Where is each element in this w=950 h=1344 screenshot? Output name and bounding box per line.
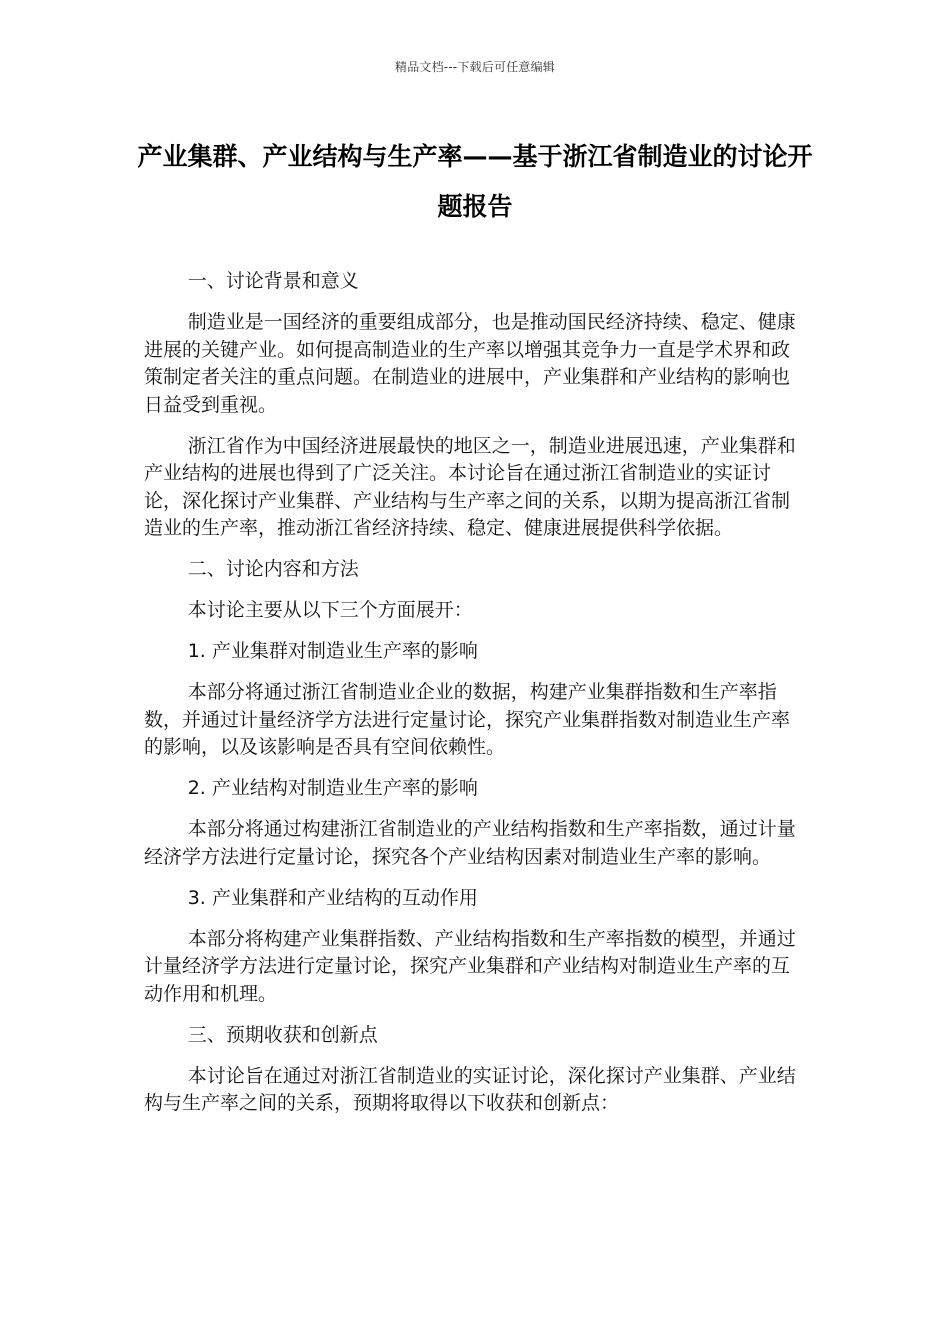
body-paragraph: 本部分将通过浙江省制造业企业的数据，构建产业集群指数和生产率指数，并通过计量经济学方法进行定量讨论，探究产业集群指数对制造业生产率的影响，以及该影响是否具有空间依赖性。 [144,681,791,758]
body-paragraph: 制造业是一国经济的重要组成部分，也是推动国民经济持续、稳定、健康进展的关键产业。如何提高制造业的生产率以增强其竞争力一直是学术界和政策制定者关注的重点问题。在制造业的进展中，产业集群和产业结构的影响也日益受到重视。 [144,311,796,416]
section-heading-background: 一、讨论背景和意义 [187,270,359,292]
body-paragraph: 本部分将构建产业集群指数、产业结构指数和生产率指数的模型，并通过计量经济学方法进行定量讨论，探究产业集群和产业结构对制造业生产率的互动作用和机理。 [144,927,796,1005]
section-heading-content-methods: 二、讨论内容和方法 [187,558,359,580]
section-heading-outcomes: 三、预期收获和创新点 [187,1023,378,1046]
subsection-heading-1: 1. 产业集群对制造业生产率的影响 [187,640,478,662]
subsection-heading-2: 2. 产业结构对制造业生产率的影响 [187,777,478,799]
body-paragraph: 本部分将通过构建浙江省制造业的产业结构指数和生产率指数，通过计量经济学方法进行定量讨论，探究各个产业结构因素对制造业生产率的影响。 [144,818,796,868]
header-note: 精品文档---下载后可任意编辑 [395,60,555,74]
subsection-heading-3: 3. 产业集群和产业结构的互动作用 [187,886,478,909]
document-title: 产业集群、产业结构与生产率——基于浙江省制造业的讨论开题报告 [137,142,813,221]
body-paragraph: 浙江省作为中国经济进展最快的地区之一，制造业进展迅速，产业集群和产业结构的进展也得到了广泛关注。本讨论旨在通过浙江省制造业的实证讨论，深化探讨产业集群、产业结构与生产率之间的关系，以期为提高浙江省制造业的生产率，推动浙江省经济持续、稳定、健康进展提供科学依据。 [144,434,796,539]
document-body [144,268,800,1131]
body-paragraph: 本讨论主要从以下三个方面展开： [187,599,473,621]
body-paragraph: 本讨论旨在通过对浙江省制造业的实证讨论，深化探讨产业集群、产业结构与生产率之间的关系，预期将取得以下收获和创新点： [144,1064,796,1114]
